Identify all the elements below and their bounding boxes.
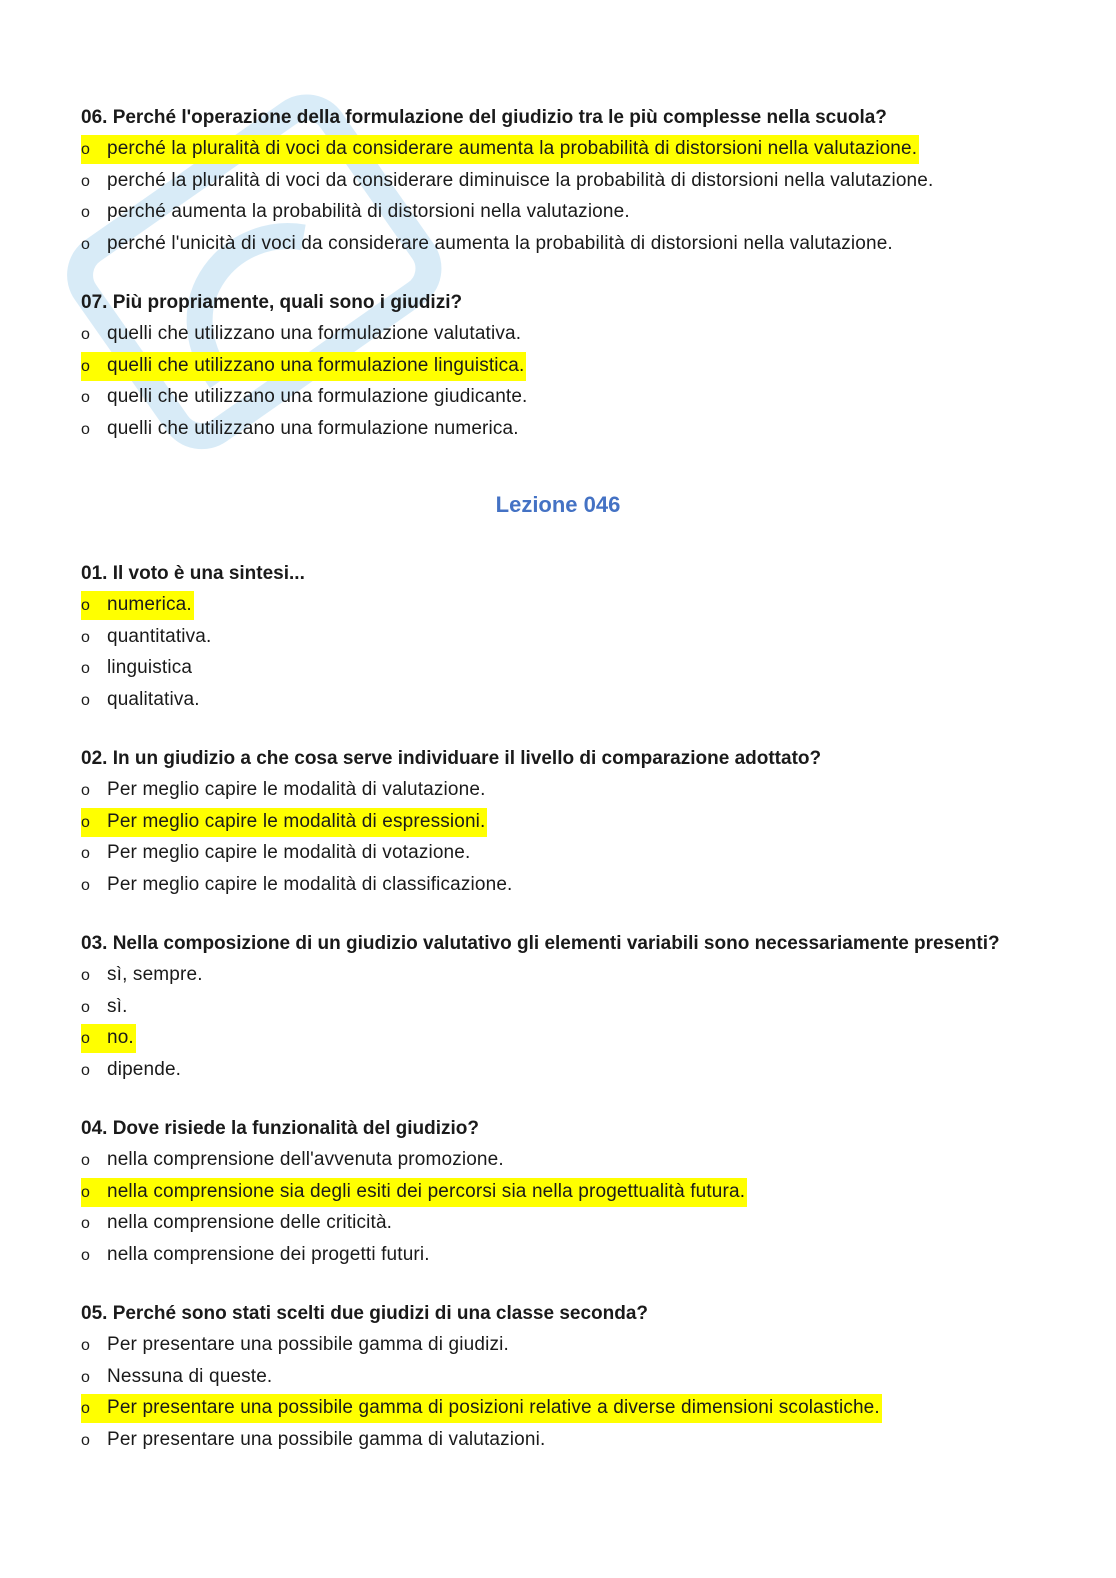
bullet-icon: o xyxy=(81,235,91,253)
question-text: 03. Nella composizione di un giudizio valutativo gli elementi variabili sono necessariamente presenti? xyxy=(81,933,1000,954)
answer-option xyxy=(81,198,1041,230)
answer-option xyxy=(81,654,1041,686)
answer-highlight xyxy=(81,1426,547,1455)
answer-highlight xyxy=(81,808,487,837)
answer-highlight xyxy=(81,993,130,1022)
question-block xyxy=(81,1115,1041,1272)
bullet-icon: o xyxy=(81,357,91,375)
answer-text: nella comprensione sia degli esiti dei percorsi sia nella progettualità futura. xyxy=(107,1180,746,1202)
answer-option-correct xyxy=(81,1394,1041,1426)
bullet-icon: o xyxy=(81,782,91,799)
answer-highlight xyxy=(81,1394,882,1423)
bullet-icon: o xyxy=(81,420,91,438)
answer-option xyxy=(81,1209,1041,1241)
answer-text: no. xyxy=(107,1027,134,1048)
question-text: 02. In un giudizio a che cosa serve individuare il livello di comparazione adottato? xyxy=(81,748,822,769)
answer-option xyxy=(81,839,1041,871)
answer-text: Per presentare una possibile gamma di valutazioni. xyxy=(107,1428,546,1450)
answer-text: perché la pluralità di voci da considerare diminuisce la probabilità di distorsioni nella valutazione. xyxy=(107,169,934,191)
bullet-icon: o xyxy=(81,967,91,984)
answer-highlight xyxy=(81,1024,136,1053)
bullet-icon: o xyxy=(81,813,91,831)
bullet-icon: o xyxy=(81,141,91,158)
answer-option xyxy=(81,230,1041,262)
answer-text: Per meglio capire le modalità di valutazione. xyxy=(107,779,486,800)
answer-option-correct xyxy=(81,352,1041,384)
answer-text: nella comprensione dei progetti futuri. xyxy=(107,1243,430,1265)
answer-highlight xyxy=(81,871,514,900)
answer-text: Per presentare una possibile gamma di posizioni relative a diverse dimensioni scolastiche. xyxy=(107,1397,880,1418)
answer-highlight xyxy=(81,1331,511,1360)
bullet-icon: o xyxy=(81,628,91,646)
answer-option xyxy=(81,1146,1041,1178)
answer-option xyxy=(81,1056,1041,1088)
answer-highlight xyxy=(81,776,488,805)
bullet-icon: o xyxy=(81,1152,91,1169)
document-content xyxy=(81,104,1041,1485)
answer-option-correct xyxy=(81,1178,1041,1210)
answer-highlight xyxy=(81,1178,747,1207)
answer-highlight xyxy=(81,415,521,444)
bullet-icon: o xyxy=(81,326,91,343)
bullet-icon: o xyxy=(81,845,91,862)
question-block xyxy=(81,289,1041,446)
answer-text: Per meglio capire le modalità di classificazione. xyxy=(107,873,513,895)
answer-text: perché aumenta la probabilità di distorsioni nella valutazione. xyxy=(107,201,630,222)
answer-highlight xyxy=(81,623,213,652)
answer-highlight xyxy=(81,135,919,164)
answer-text: Per presentare una possibile gamma di giudizi. xyxy=(107,1334,509,1355)
answer-highlight xyxy=(81,1363,274,1392)
answer-text: quelli che utilizzano una formulazione giudicante. xyxy=(107,386,528,407)
question-block xyxy=(81,745,1041,902)
answer-highlight xyxy=(81,591,194,620)
answer-option xyxy=(81,871,1041,903)
bullet-icon: o xyxy=(81,876,91,894)
bullet-icon: o xyxy=(81,1061,91,1079)
answer-text: sì. xyxy=(107,995,128,1017)
answer-option-correct xyxy=(81,591,1041,623)
bullet-icon: o xyxy=(81,204,91,221)
answer-highlight xyxy=(81,686,202,715)
answer-highlight xyxy=(81,1209,394,1238)
answer-option-correct xyxy=(81,808,1041,840)
lesson-title: Lezione 046 xyxy=(495,492,621,517)
question-text: 01. Il voto è una sintesi... xyxy=(81,563,305,584)
answer-highlight xyxy=(81,654,194,683)
answer-option xyxy=(81,383,1041,415)
section-previous-lesson xyxy=(81,104,1041,446)
answer-text: quelli che utilizzano una formulazione linguistica. xyxy=(107,354,525,376)
answer-highlight xyxy=(81,198,632,227)
question-text: 05. Perché sono stati scelti due giudizi di una classe seconda? xyxy=(81,1303,649,1324)
answer-highlight xyxy=(81,1241,432,1270)
answer-text: Per meglio capire le modalità di votazione. xyxy=(107,842,471,863)
answer-highlight xyxy=(81,961,205,990)
bullet-icon: o xyxy=(81,660,91,677)
answer-text: sì, sempre. xyxy=(107,964,203,985)
question-block xyxy=(81,560,1041,717)
answer-option xyxy=(81,993,1041,1025)
bullet-icon: o xyxy=(81,597,91,614)
question-text: 04. Dove risiede la funzionalità del giudizio? xyxy=(81,1118,480,1139)
answer-highlight xyxy=(81,1056,183,1085)
answer-highlight xyxy=(81,320,523,349)
answer-highlight xyxy=(81,839,472,868)
bullet-icon: o xyxy=(81,1431,91,1449)
question-block xyxy=(81,104,1041,261)
answer-text: nella comprensione dell'avvenuta promozione. xyxy=(107,1149,504,1170)
answer-option-correct xyxy=(81,1024,1041,1056)
answer-option xyxy=(81,1241,1041,1273)
question-text: 07. Più propriamente, quali sono i giudizi? xyxy=(81,292,463,313)
bullet-icon: o xyxy=(81,1183,91,1201)
answer-option xyxy=(81,686,1041,718)
answer-option xyxy=(81,961,1041,993)
bullet-icon: o xyxy=(81,1030,91,1047)
answer-highlight xyxy=(81,167,935,196)
answer-highlight xyxy=(81,383,529,412)
section-lesson-046 xyxy=(81,560,1041,1457)
bullet-icon: o xyxy=(81,1337,91,1354)
answer-option xyxy=(81,623,1041,655)
question-text: 06. Perché l'operazione della formulazione del giudizio tra le più complesse nella scuola? xyxy=(81,107,887,128)
answer-option xyxy=(81,1363,1041,1395)
answer-text: quelli che utilizzano una formulazione numerica. xyxy=(107,417,519,439)
bullet-icon: o xyxy=(81,1368,91,1386)
bullet-icon: o xyxy=(81,172,91,190)
answer-option xyxy=(81,320,1041,352)
bullet-icon: o xyxy=(81,389,91,406)
bullet-icon: o xyxy=(81,1400,91,1417)
bullet-icon: o xyxy=(81,998,91,1016)
answer-option xyxy=(81,415,1041,447)
answer-text: Nessuna di queste. xyxy=(107,1365,273,1387)
question-block xyxy=(81,930,1041,1087)
answer-highlight xyxy=(81,352,526,381)
answer-highlight xyxy=(81,230,895,259)
answer-option xyxy=(81,776,1041,808)
answer-text: quantitativa. xyxy=(107,625,212,647)
answer-text: perché la pluralità di voci da considerare aumenta la probabilità di distorsioni nella valutazione. xyxy=(107,138,918,159)
answer-text: nella comprensione delle criticità. xyxy=(107,1212,393,1233)
answer-option xyxy=(81,167,1041,199)
bullet-icon: o xyxy=(81,1246,91,1264)
bullet-icon: o xyxy=(81,691,91,709)
answer-option xyxy=(81,1331,1041,1363)
question-block xyxy=(81,1300,1041,1457)
answer-option-correct xyxy=(81,135,1041,167)
answer-text: perché l'unicità di voci da considerare aumenta la probabilità di distorsioni nella valutazione. xyxy=(107,232,893,254)
answer-text: linguistica xyxy=(107,657,193,678)
answer-option xyxy=(81,1426,1041,1458)
answer-text: numerica. xyxy=(107,594,192,615)
answer-highlight xyxy=(81,1146,506,1175)
answer-text: Per meglio capire le modalità di espressioni. xyxy=(107,810,486,832)
answer-text: quelli che utilizzano una formulazione valutativa. xyxy=(107,323,522,344)
answer-text: dipende. xyxy=(107,1058,182,1080)
answer-text: qualitativa. xyxy=(107,688,200,710)
bullet-icon: o xyxy=(81,1215,91,1232)
